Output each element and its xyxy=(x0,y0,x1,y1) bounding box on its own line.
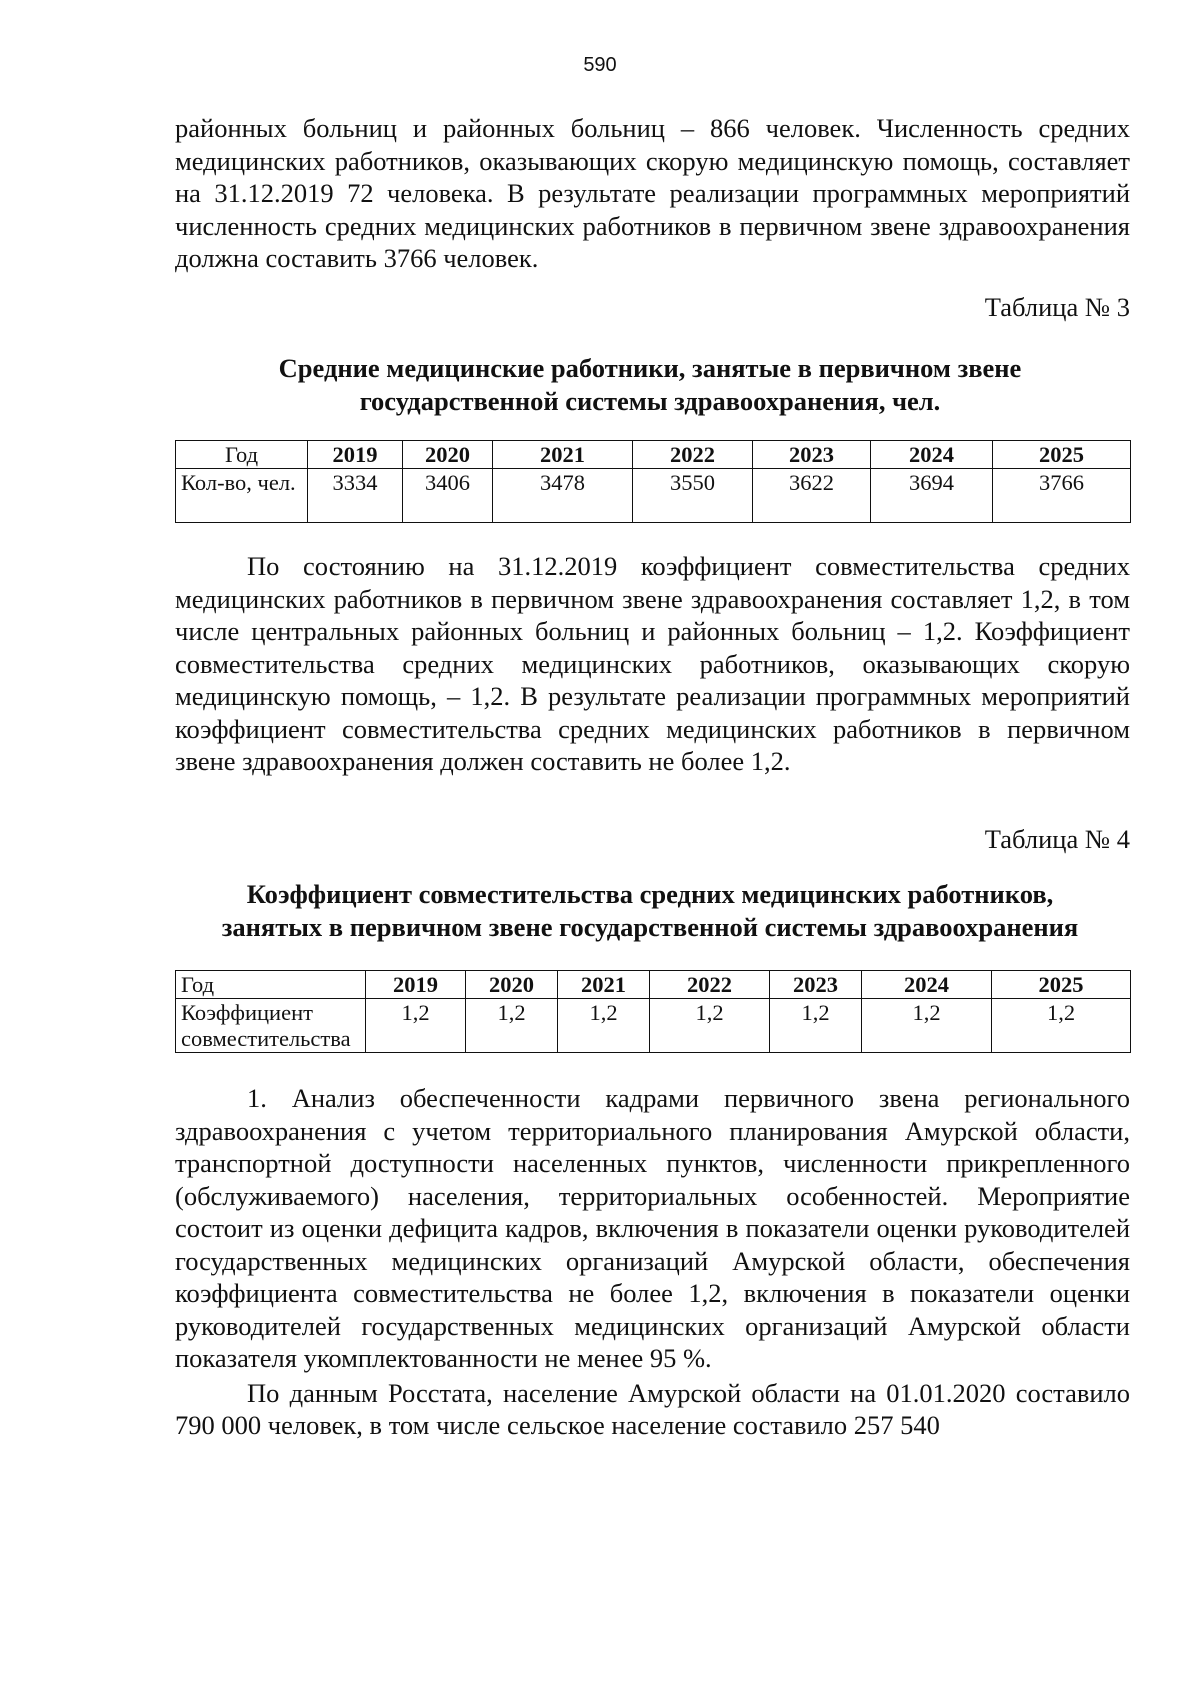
paragraph-3-4-block xyxy=(175,1082,1130,1442)
table-3-value: 3406 xyxy=(403,469,493,523)
table-4-year: 2022 xyxy=(650,971,770,999)
table-4-caption: Таблица № 4 xyxy=(984,824,1130,854)
page-number: 590 xyxy=(583,54,617,76)
paragraph-1: районных больниц и районных больниц – 866 человек. Численность средних медицинских работников, оказывающих скорую медицинскую помощь, составляет на 31.12.2019 72 человека. В результате реализации программных мероприятий численность средних медицинских работников в первичном звене здравоохранения должна составить 3766 человек. xyxy=(175,113,1130,273)
table-4-value: 1,2 xyxy=(558,999,650,1053)
table-3-value: 3694 xyxy=(871,469,993,523)
table-4-year: 2021 xyxy=(558,971,650,999)
table-3-header-row xyxy=(176,441,1131,469)
table-4-title xyxy=(150,878,1150,943)
table-3-caption: Таблица № 3 xyxy=(984,292,1130,322)
table-4-value: 1,2 xyxy=(862,999,992,1053)
table-3-year: 2024 xyxy=(871,441,993,469)
table-4 xyxy=(175,970,1131,1053)
table-3-row-label: Кол-во, чел. xyxy=(176,469,308,523)
table-3-head-label: Год xyxy=(176,441,308,469)
table-3-value: 3334 xyxy=(308,469,403,523)
table-4-value: 1,2 xyxy=(466,999,558,1053)
table-3-title-line-2: государственной системы здравоохранения, чел. xyxy=(359,385,941,416)
paragraph-3: 1. Анализ обеспеченности кадрами первичного звена регионального здравоохранения с учетом территориального планирования Амурской области, транспортной доступности населенных пунктов, численности прикрепленного (обслуживаемого) населения, территориальных особенностей. Мероприятие состоит из оценки дефицита кадров, включения в показатели оценки руководителей государственных медицинских организаций Амурской области, обеспечения коэффициента совместительства не более 1,2, включения в показатели оценки руководителей государственных медицинских организаций Амурской области показателя укомплектованности не менее 95 %. xyxy=(175,1083,1130,1373)
table-4-value: 1,2 xyxy=(992,999,1131,1053)
paragraph-2-block xyxy=(175,550,1130,778)
table-4-value: 1,2 xyxy=(650,999,770,1053)
table-3-value: 3478 xyxy=(493,469,633,523)
table-3-year: 2020 xyxy=(403,441,493,469)
table-3-value-row xyxy=(176,469,1131,523)
table-3-year: 2025 xyxy=(993,441,1131,469)
table-3-value: 3766 xyxy=(993,469,1131,523)
table-3-value: 3622 xyxy=(753,469,871,523)
table-4-title-line-2: занятых в первичном звене государственной системы здравоохранения xyxy=(221,911,1079,942)
table-4-head-label: Год xyxy=(176,971,366,999)
table-3-year: 2022 xyxy=(633,441,753,469)
paragraph-4: По данным Росстата, население Амурской области на 01.01.2020 составило 790 000 человек, в том числе сельское население составило 257 540 xyxy=(175,1377,1130,1440)
table-4-value-row xyxy=(176,999,1131,1053)
table-4-year: 2020 xyxy=(466,971,558,999)
table-3-year: 2019 xyxy=(308,441,403,469)
table-4-row-label: Коэффициент совместительства xyxy=(176,999,366,1053)
table-4-year: 2023 xyxy=(770,971,862,999)
table-3 xyxy=(175,440,1131,523)
table-4-year: 2025 xyxy=(992,971,1131,999)
table-4-year: 2019 xyxy=(366,971,466,999)
table-3-value: 3550 xyxy=(633,469,753,523)
table-3-title xyxy=(150,352,1150,417)
table-4-value: 1,2 xyxy=(366,999,466,1053)
table-3-year: 2023 xyxy=(753,441,871,469)
table-4-year: 2024 xyxy=(862,971,992,999)
table-4-header-row xyxy=(176,971,1131,999)
table-4-title-line-1: Коэффициент совместительства средних медицинских работников, xyxy=(246,879,1054,909)
table-3-title-line-1: Средние медицинские работники, занятые в первичном звене xyxy=(278,353,1022,383)
table-4-value: 1,2 xyxy=(770,999,862,1053)
table-3-year: 2021 xyxy=(493,441,633,469)
paragraph-2: По состоянию на 31.12.2019 коэффициент совместительства средних медицинских работников в первичном звене здравоохранения составляет 1,2, в том числе центральных районных больниц и районных больниц – 1,2. Коэффициент совместительства средних медицинских работников, оказывающих скорую медицинскую помощь, – 1,2. В результате реализации программных мероприятий коэффициент совместительства средних медицинских работников в первичном звене здравоохранения должен составить не более 1,2. xyxy=(175,551,1130,776)
paragraph-1-block xyxy=(175,112,1130,275)
